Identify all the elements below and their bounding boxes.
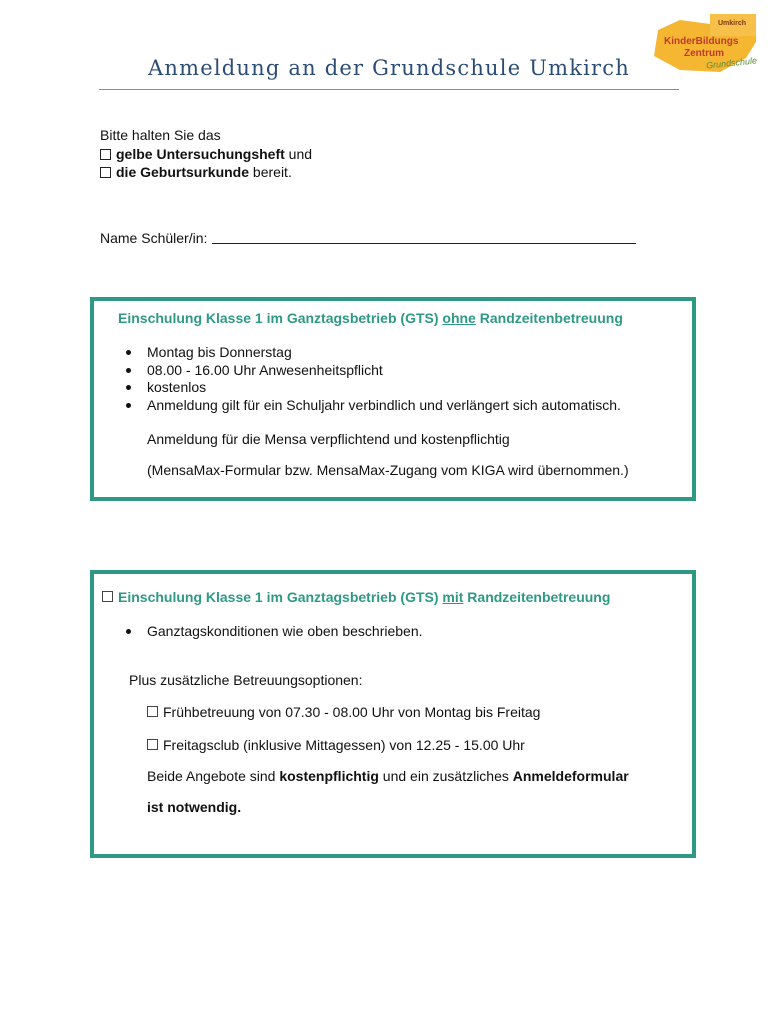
option-freitagsclub-label: Freitagsclub (inklusive Mittagessen) von 12.25 - 15.00 Uhr [163, 737, 525, 753]
heading-pre: Einschulung Klasse 1 im Ganztagsbetrieb (GTS) [118, 310, 443, 326]
plus-options-line: Plus zusätzliche Betreuungsoptionen: [129, 672, 363, 688]
mensa-line-1: Anmeldung für die Mensa verpflichtend und kostenpflichtig [147, 431, 510, 447]
logo-line1: KinderBildungs [664, 36, 739, 47]
logo-line2: Zentrum [684, 48, 724, 59]
note-bold-notwendig: ist notwendig. [147, 799, 242, 815]
heading-underlined: mit [442, 589, 464, 605]
name-input-line[interactable] [212, 230, 636, 244]
gts-mit-box [90, 570, 696, 858]
intro-item-heft [100, 145, 312, 164]
intro-line: Bitte halten Sie das [100, 127, 221, 143]
logo-script: Grundschule [705, 55, 758, 71]
heading-post: Randzeitenbetreuung [463, 589, 611, 605]
bullet-item: Montag bis Donnerstag [122, 344, 621, 362]
note-line-1 [147, 768, 629, 784]
intro-item-urkunde-bold: die Geburtsurkunde [116, 164, 250, 180]
intro-item-heft-rest: und [284, 145, 313, 162]
option-fruehbetreuung [147, 704, 540, 720]
note-bold-kostenpflichtig: kostenpflichtig [279, 768, 379, 784]
checkbox-icon[interactable] [147, 706, 158, 717]
intro-item-heft-bold: gelbe Untersuchungsheft [116, 145, 285, 162]
bullet-item: 08.00 - 16.00 Uhr Anwesenheitspflicht [122, 362, 621, 380]
intro-block [100, 126, 312, 182]
note-line-2 [147, 799, 241, 815]
bullet-item: Ganztagskonditionen wie oben beschrieben. [122, 623, 423, 641]
heading-post: Randzeitenbetreuung [475, 310, 623, 326]
name-field [100, 230, 636, 246]
gts-ohne-box [90, 297, 696, 501]
intro-item-urkunde [100, 163, 312, 182]
gts-ohne-bullets [122, 344, 621, 414]
note-mid: und ein zusätzliches [378, 768, 513, 784]
heading-pre: Einschulung Klasse 1 im Ganztagsbetrieb (GTS) [118, 589, 443, 605]
checkbox-icon [100, 149, 111, 160]
note-pre: Beide Angebote sind [147, 768, 280, 784]
gts-ohne-heading [118, 310, 623, 326]
name-field-label: Name Schüler/in: [100, 230, 208, 246]
title-rule [99, 89, 679, 90]
option-freitagsclub [147, 737, 525, 753]
mensa-line-2: (MensaMax-Formular bzw. MensaMax-Zugang vom KIGA wird übernommen.) [147, 462, 629, 478]
gts-mit-bullets [122, 623, 423, 641]
intro-item-urkunde-rest: bereit. [249, 164, 292, 180]
checkbox-icon[interactable] [147, 739, 158, 750]
heading-underlined: ohne [442, 310, 476, 326]
logo-top-text: Umkirch [718, 20, 747, 27]
bullet-item: kostenlos [122, 379, 621, 397]
gts-mit-heading [102, 589, 610, 605]
option-fruehbetreuung-label: Frühbetreuung von 07.30 - 08.00 Uhr von Montag bis Freitag [163, 704, 541, 720]
page-title: Anmeldung an der Grundschule Umkirch [148, 56, 630, 80]
checkbox-icon[interactable] [102, 591, 113, 602]
note-bold-anmeldeformular: Anmeldeformular [512, 768, 629, 784]
checkbox-icon [100, 167, 111, 178]
bullet-item: Anmeldung gilt für ein Schuljahr verbindlich und verlängert sich automatisch. [122, 397, 621, 415]
